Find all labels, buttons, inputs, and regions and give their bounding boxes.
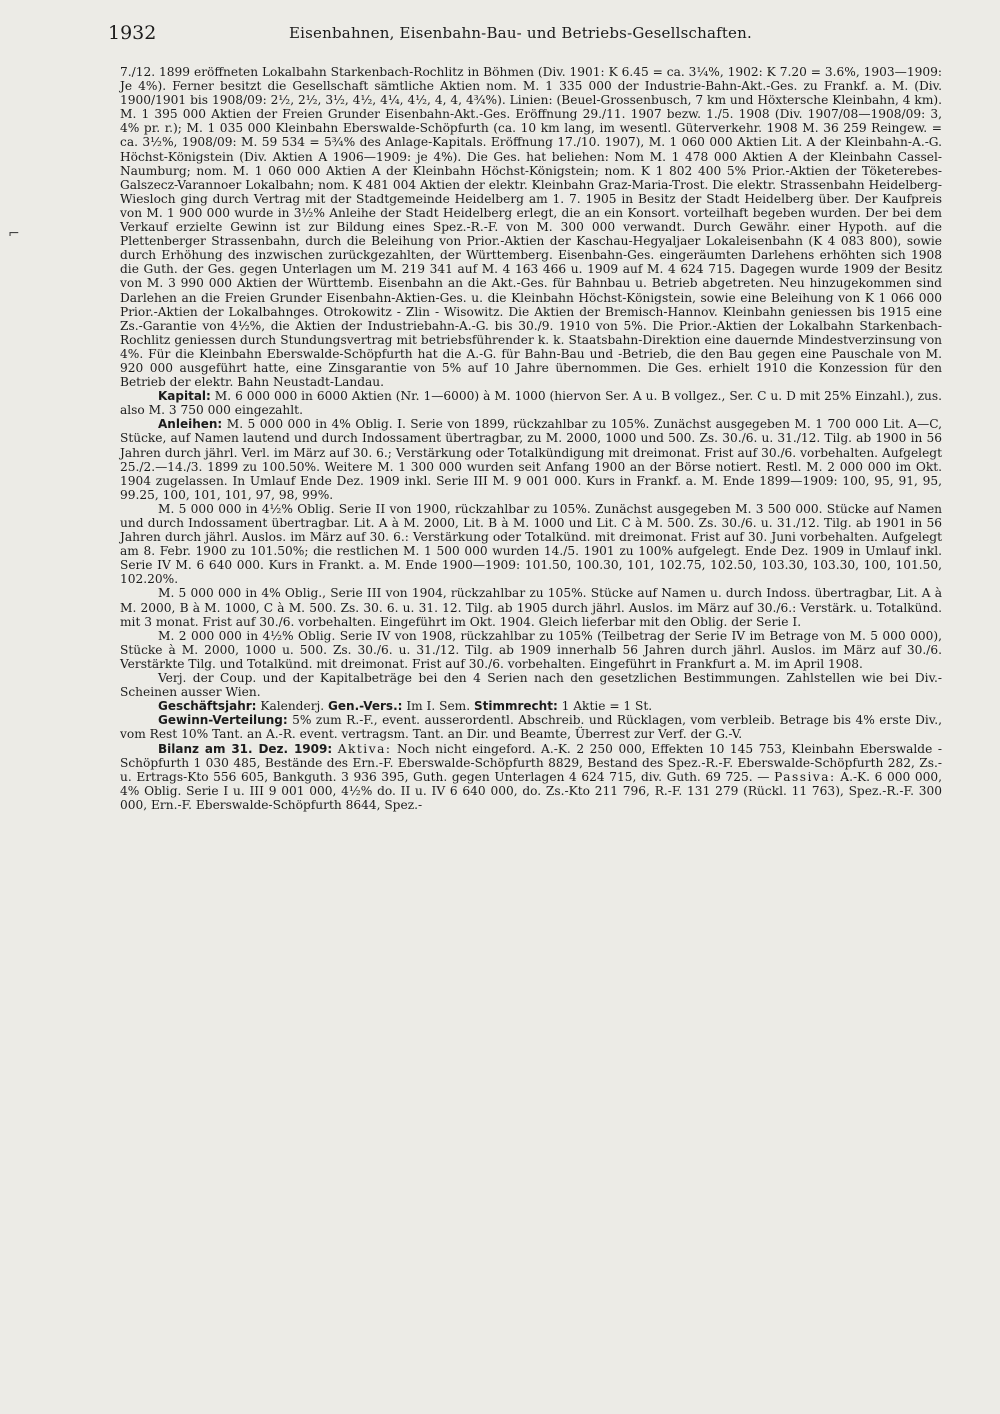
running-title: Eisenbahnen, Eisenbahn-Bau- und Betriebs-Gesellschaften.: [289, 24, 752, 42]
kapital-text: M. 6 000 000 in 6000 Aktien (Nr. 1—6000) à M. 1000 (hiervon Ser. A u. B vollgez., Ser. C u. D mit 25% Einzahl.), zus. also M. 3 750 000 eingezahlt.: [120, 389, 943, 418]
anleihen-heading: Anleihen:: [158, 417, 223, 432]
geschaeftsjahr-text: Kalenderj.: [260, 699, 325, 714]
anleihen-section: [120, 417, 942, 502]
stimmrecht-text: 1 Aktie = 1 St.: [561, 699, 653, 714]
genvers-heading: Gen.-Vers.:: [328, 699, 403, 714]
bilanz-heading: Bilanz am 31. Dez. 1909:: [158, 741, 333, 756]
body-text: [120, 65, 942, 812]
kapital-section: [120, 389, 942, 417]
bilanz-passiva-text: A.-K. 6 000 000, 4% Oblig. Serie I u. III 9 001 000, 4½% do. II u. IV 6 640 000, do. Zs.-Kto 211 796, R.-F. 131 279 (Rückl. 11 763), Spez.-R.-F. 300 000, Ern.-F. Eberswalde-Schöpfurth 8644, Spez.-: [120, 769, 942, 812]
geschaeftsjahr-heading: Geschäftsjahr:: [158, 699, 257, 714]
kapital-heading: Kapital:: [158, 389, 211, 404]
gewinn-section: [120, 713, 942, 741]
anleihen-paragraph-2: M. 5 000 000 in 4½% Oblig. Serie II von 1900, rückzahlbar zu 105%. Zunächst ausgegeben M. 3 500 000. Stücke auf Namen und durch Indossament übertragbar. Lit. A à M. 2000, Lit. B à M. 1000 und Lit. C à M. 500. Zs. 30./6. u. 31./12. Tilg. ab 1901 in 56 Jahren durch jährl. Auslos. im März auf 30. 6.: Verstärkung oder Totalkünd. mit dreimonat. Frist auf 30. Juni vorbehalten. Aufgelegt am 8. Febr. 1900 zu 101.50%; die restlichen M. 1 500 000 wurden 14./5. 1901 zu 100% aufgelegt. Ende Dez. 1909 in Umlauf inkl. Serie IV M. 6 640 000. Kurs in Frankt. a. M. Ende 1900—1909: 101.50, 100.30, 101, 102.75, 102.50, 103.30, 103.30, 100, 101.50, 102.20%.: [120, 501, 942, 587]
genvers-text: Im I. Sem.: [406, 699, 471, 714]
aktiva-heading: Aktiva:: [337, 741, 392, 756]
bilanz-section: [120, 742, 942, 812]
margin-mark: ⌐: [8, 226, 20, 242]
passiva-heading: Passiva:: [774, 769, 836, 784]
intro-paragraph: 7./12. 1899 eröffneten Lokalbahn Starkenbach-Rochlitz in Böhmen (Div. 1901: K 6.45 = ca. 3¼%, 1902: K 7.20 = 3.6%, 1903—1909: Je 4%). Ferner besitzt die Gesellschaft sämtliche Aktien nom. M. 1 335 000 der Industrie-Bahn-Akt.-Ges. zu Frankf. a. M. (Div. 1900/1901 bis 1908/09: 2½, 2½, 3½, 4½, 4¼, 4½, 4, 4, 4¾%). Linien: (Beuel-Grossenbusch, 7 km und Höxtersche Kleinbahn, 4 km). M. 1 395 000 Aktien der Freien Grunder Eisenbahn-Akt.-Ges. Eröffnung 29./11. 1907 bezw. 1./5. 1908 (Div. 1907/08—1908/09: 3, 4% pr. r.); M. 1 035 000 Kleinbahn Eberswalde-Schöpfurth (ca. 10 km lang, im wesentl. Güterverkehr. 1908 M. 36 259 Reingew. = ca. 3½%, 1908/09: M. 59 534 = 5¾% des Anlage-Kapitals. Eröffnung 17./10. 1907), M. 1 060 000 Aktien Lit. A der Kleinbahn-A.-G. Höchst-Königstein (Div. Aktien A 1906—1909: je 4%). Die Ges. hat beliehen: Nom M. 1 478 000 Aktien A der Kleinbahn Cassel-Naumburg; nom. M. 1 060 000 Aktien A der Kleinbahn Höchst-Königstein; nom. K 1 802 400 5% Prior.-Aktien der Töketerebes-Galszecz-Varannoer Lokalbahn; nom. K 481 004 Aktien der elektr. Kleinbahn Graz-Maria-Trost. Die elektr. Strassenbahn Heidelberg-Wiesloch ging durch Vertrag mit der Stadtgemeinde Heidelberg am 1. 7. 1905 in Besitz der Stadt Heidelberg über. Der Kaufpreis von M. 1 900 000 wurde in 3½% Anleihe der Stadt Heidelberg erlegt, die an ein Konsort. vorteilhaft begeben wurden. Der bei dem Verkauf erzielte Gewinn ist zur Bildung eines Spez.-R.-F. von M. 300 000 verwandt. Durch Gewähr. einer Hypoth. auf die Plettenberger Strassenbahn, durch die Beleihung von Prior.-Aktien der Kaschau-Hegyaljaer Lokaleisenbahn (K 4 083 800), sowie durch Erhöhung des inzwischen zurückgezahlten, der Württemberg. Eisenbahn-Ges. eingeräumten Darlehens erhöhten sich 1908 die Guth. der Ges. gegen Unterlagen um M. 219 341 auf M. 4 163 466 u. 1909 auf M. 4 624 715. Dagegen wurde 1909 der Besitz von M. 3 990 000 Aktien der Württemb. Eisenbahn an die Akt.-Ges. für Bahnbau u. Betrieb abgetreten. Neu hinzugekommen sind Darlehen an die Freien Grunder Eisenbahn-Aktien-Ges. u. die Kleinbahn Höchst-Königstein, sowie eine Beleihung von K 1 066 000 Prior.-Aktien der Lokalbahnges. Otrokowitz - Zlin - Wisowitz. Die Aktien der Bremisch-Hannov. Kleinbahn geniessen bis 1915 eine Zs.-Garantie von 4½%, die Aktien der Industriebahn-A.-G. bis 30./9. 1910 von 5%. Die Prior.-Aktien der Lokalbahn Starkenbach-Rochlitz geniessen durch Stundungsvertrag mit betriebsführender k. k. Staatsbahn-Direktion eine dauernde Mindestverzinsung von 4%. Für die Kleinbahn Eberswalde-Schöpfurth hat die A.-G. für Bahn-Bau und -Betrieb, die den Bau gegen eine Pauschale von M. 920 000 ausgeführt hatte, eine Zinsgarantie von 5% auf 10 Jahre übernommen. Die Ges. erhielt 1910 die Konzession für den Betrieb der elektr. Bahn Neustadt-Landau.: [120, 65, 942, 390]
stimmrecht-heading: Stimmrecht:: [474, 699, 558, 714]
anleihen-paragraph-3: M. 5 000 000 in 4% Oblig., Serie III von 1904, rückzahlbar zu 105%. Stücke auf Namen u. durch Indoss. übertragbar, Lit. A à M. 2000, B à M. 1000, C à M. 500. Zs. 30. 6. u. 31. 12. Tilg. ab 1905 durch jährl. Auslos. im März auf 30./6.: Verstärk. u. Totalkünd. mit 3 monat. Frist auf 30./6. vorbehalten. Eingeführt im Okt. 1904. Gleich lieferbar mit den Oblig. der Serie I.: [120, 586, 942, 629]
page-number: 1932: [108, 22, 157, 44]
gewinn-text: 5% zum R.-F., event. ausserordentl. Abschreib. und Rücklagen, vom verbleib. Betrage bis 4% erste Div., vom Rest 10% Tant. an A.-R. event. vertragsm. Tant. an Dir. und Beamte, Überrest zur Verf. der G.-V.: [120, 713, 942, 742]
anleihen-paragraph-4: M. 2 000 000 in 4½% Oblig. Serie IV von 1908, rückzahlbar zu 105% (Teilbetrag der Serie IV im Betrage von M. 5 000 000), Stücke à M. 2000, 1000 u. 500. Zs. 30./6. u. 31./12. Tilg. ab 1909 innerhalb 56 Jahren durch jährl. Auslos. im März auf 30./6. Verstärkte Tilg. und Totalkünd. mit dreimonat. Frist auf 30./6. vorbehalten. Eingeführt in Frankfurt a. M. im April 1908.: [120, 628, 942, 671]
bilanz-aktiva-text: Noch nicht eingeford. A.-K. 2 250 000, Effekten 10 145 753, Kleinbahn Eberswalde - Schöpfurth 1 030 485, Bestände des Ern.-F. Eberswalde-Schöpfurth 8829, Bestand des Spez.-R.-F. Eberswalde-Schöpfurth 282, Zs.- u. Ertrags-Kto 556 605, Bankguth. 3 936 395, Guth. gegen Unterlagen 4 624 715, div. Guth. 69 725. —: [120, 741, 943, 784]
page-header: [108, 22, 933, 52]
anleihen-text-1: M. 5 000 000 in 4% Oblig. I. Serie von 1899, rückzahlbar zu 105%. Zunächst ausgegeben M. 1 700 000 Lit. A—C, Stücke, auf Namen lautend und durch Indossament übertragbar, zu M. 2000, 1000 und 500. Zs. 30./6. u. 31./12. Tilg. ab 1900 in 56 Jahren durch jährl. Verl. im März auf 30. 6.; Verstärkung oder Totalkündigung mit dreimonat. Frist auf 30./6. vorbehalten. Aufgelegt 25./2.—14./3. 1899 zu 100.50%. Weitere M. 1 300 000 wurden seit Anfang 1900 an der Börse notiert. Restl. M. 2 000 000 im Okt. 1904 zugelassen. In Umlauf Ende Dez. 1909 inkl. Serie III M. 9 001 000. Kurs in Frankf. a. M. Ende 1899—1909: 100, 95, 91, 95, 99.25, 100, 101, 101, 97, 98, 99%.: [120, 417, 943, 502]
verjaehrung-paragraph: Verj. der Coup. und der Kapitalbeträge bei den 4 Serien nach den gesetzlichen Bestimmungen. Zahlstellen wie bei Div.-Scheinen ausser Wien.: [120, 671, 942, 700]
geschaeftsjahr-line: [120, 699, 942, 713]
gewinn-heading: Gewinn-Verteilung:: [158, 713, 288, 728]
